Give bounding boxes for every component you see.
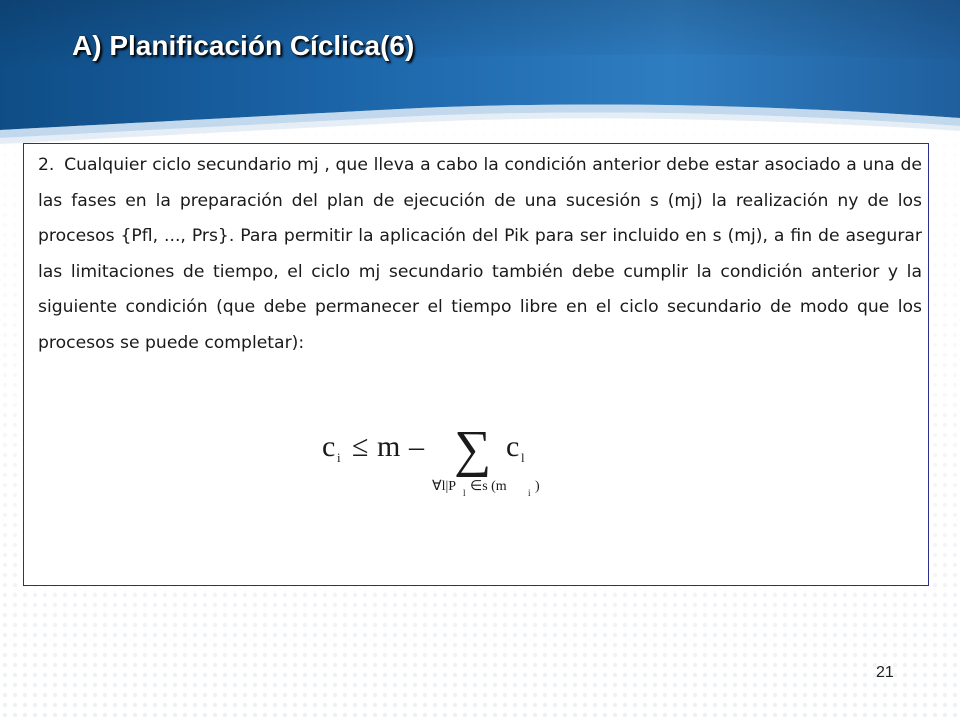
paragraph-number: 2.: [38, 155, 55, 175]
formula-sum-condition-sub: l: [463, 488, 466, 498]
formula-relation: ≤: [352, 430, 369, 463]
formula-summand-sub: l: [521, 450, 525, 465]
formula: [320, 410, 580, 505]
formula-summand: c: [506, 430, 520, 463]
formula-lhs-sub: i: [337, 450, 341, 465]
formula-sum-condition-rest-sub: i: [528, 488, 531, 498]
slide-title: A) Planificación Cíclica(6): [72, 30, 415, 61]
formula-sum-symbol: ∑: [454, 421, 492, 478]
formula-rhs-term: m: [377, 430, 401, 463]
body-paragraph: [38, 148, 922, 362]
formula-sum-condition-rest: ∈s (m: [470, 479, 507, 494]
paragraph-text: Cualquier ciclo secundario mj , que lleva a cabo la condición anterior debe estar asociado a una de las fases en la preparación del plan de ejecución de una sucesión s (mj) la realización ny de los procesos {Pfl, ..., Prs}. Para permitir la aplicación del Pik para ser incluido en s (mj), a fin de asegurar las limitaciones de tiempo, el ciclo mj secundario también debe cumplir la condición anterior y la siguiente condición (que debe permanecer el tiempo libre en el ciclo secundario de modo que los procesos se puede completar):: [38, 155, 922, 353]
slide-number: 21: [876, 664, 894, 681]
header-band: [0, 0, 960, 150]
formula-sum-condition-close: ): [535, 479, 540, 494]
content-box: [23, 143, 929, 586]
formula-minus: –: [409, 430, 424, 463]
formula-sum-condition: ∀l|P: [432, 479, 457, 494]
formula-lhs: c: [322, 430, 336, 463]
